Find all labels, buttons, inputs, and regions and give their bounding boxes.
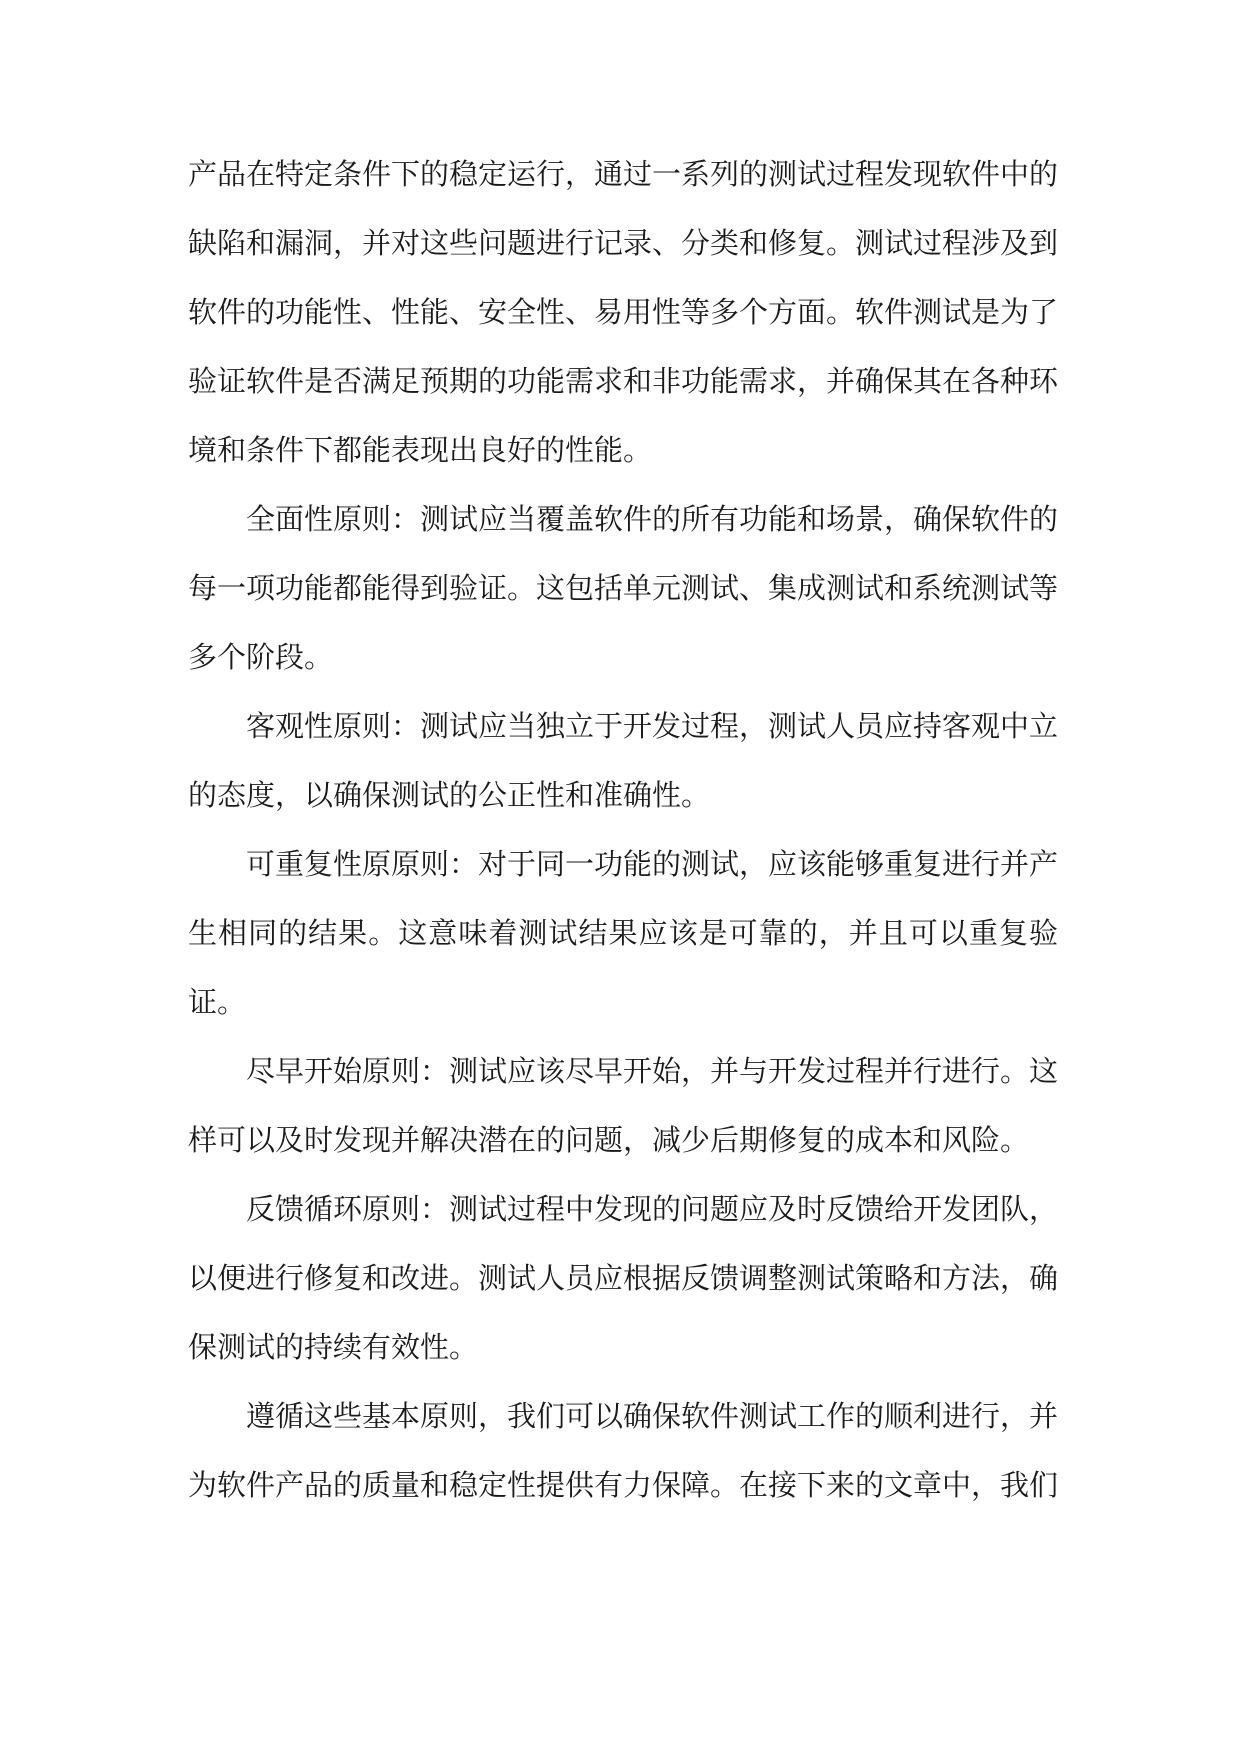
paragraph-intro-continuation: 产品在特定条件下的稳定运行，通过一系列的测试过程发现软件中的缺陷和漏洞，并对这些问题进行记录、分类和修复。测试过程涉及到软件的功能性、性能、安全性、易用性等多个方面。软件测试是为了验证软件是否满足预期的功能需求和非功能需求，并确保其在各种环境和条件下都能表现出良好的性能。 <box>188 157 1059 467</box>
paragraph-early-start-principle: 尽早开始原则：测试应该尽早开始，并与开发过程并行进行。这样可以及时发现并解决潜在的问题，减少后期修复的成本和风险。 <box>188 1054 1059 1157</box>
paragraph-conclusion: 遵循这些基本原则，我们可以确保软件测试工作的顺利进行，并为软件产品的质量和稳定性提供有力保障。在接下来的文章中，我们 <box>188 1399 1059 1502</box>
document-body <box>188 140 1058 1520</box>
paragraph-feedback-loop-principle: 反馈循环原则：测试过程中发现的问题应及时反馈给开发团队，以便进行修复和改进。测试人员应根据反馈调整测试策略和方法，确保测试的持续有效性。 <box>188 1192 1059 1364</box>
paragraph-comprehensive-principle: 全面性原则：测试应当覆盖软件的所有功能和场景，确保软件的每一项功能都能得到验证。这包括单元测试、集成测试和系统测试等多个阶段。 <box>188 502 1059 674</box>
paragraph-objectivity-principle: 客观性原则：测试应当独立于开发过程，测试人员应持客观中立的态度，以确保测试的公正性和准确性。 <box>188 709 1059 812</box>
paragraph-repeatability-principle: 可重复性原原则：对于同一功能的测试，应该能够重复进行并产生相同的结果。这意味着测试结果应该是可靠的，并且可以重复验证。 <box>188 847 1059 1019</box>
